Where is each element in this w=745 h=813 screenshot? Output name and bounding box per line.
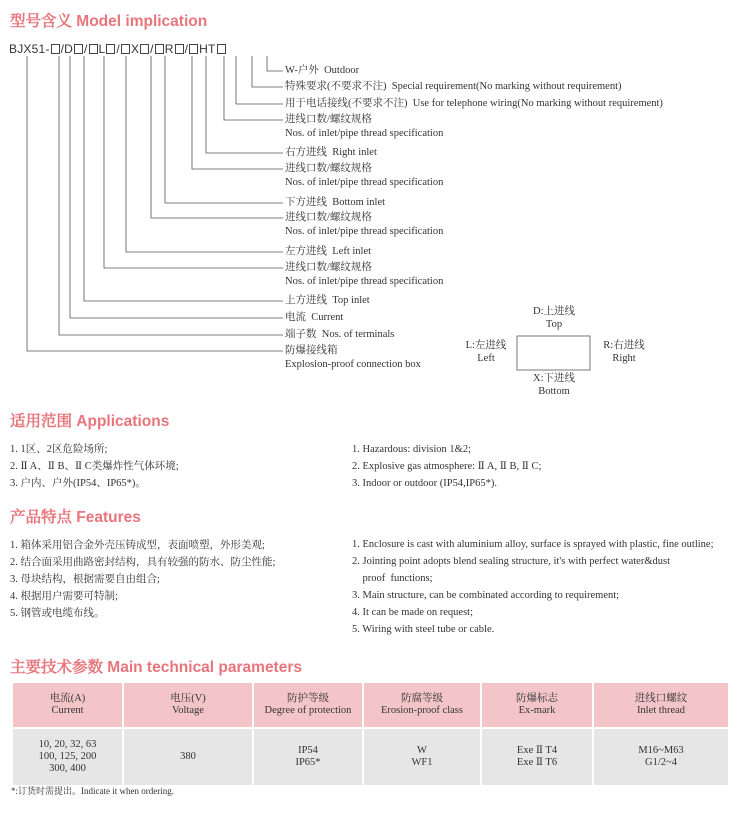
label-left-inlet: 左方进线 Left inlet — [285, 246, 372, 257]
cell-erosion: W WF1 — [363, 728, 481, 785]
list-item: 1. Enclosure is cast with aluminium alloy, surface is sprayed with plastic, fine outline; — [352, 539, 714, 550]
list-item: 4. 根据用户需要可特制; — [10, 591, 118, 602]
cell-inlet-thread: M16~M63 G1/2~4 — [593, 728, 728, 785]
header-current: 电流(A) Current — [13, 683, 123, 728]
list-item: 1. 箱体采用铝合金外壳压铸成型，表面喷塑，外形美观; — [10, 540, 265, 551]
code-letter-x: X — [130, 42, 140, 56]
list-item: 1. Hazardous: division 1&2; — [352, 444, 471, 455]
cell-exmark: Exe Ⅱ T4 Exe Ⅱ T6 — [481, 728, 593, 785]
features-zh-list — [10, 537, 275, 622]
list-item: 3. Indoor or outdoor (IP54,IP65*). — [352, 478, 497, 489]
header-protection: 防护等级 Degree of protection — [253, 683, 363, 728]
header-voltage: 电压(V) Voltage — [123, 683, 253, 728]
direction-bottom: X:下进线 Bottom — [533, 373, 575, 397]
list-item: 4. It can be made on request; — [352, 607, 473, 618]
code-letter-l: L — [98, 42, 106, 56]
label-terminals: 端子数 Nos. of terminals — [285, 329, 395, 340]
params-title: 主要技术参数 Main technical parameters — [10, 659, 302, 676]
label-inlet-spec-r: 进线口数/螺纹规格 Nos. of inlet/pipe thread specification — [285, 114, 444, 139]
code-letter-d: D — [64, 42, 73, 56]
cell-current: 10, 20, 32, 63 100, 125, 200 300, 400 — [13, 728, 123, 785]
list-item: 3. 母块结构，根据需要自由组合; — [10, 574, 160, 585]
applications-en-list — [352, 441, 541, 492]
cell-protection: IP54 IP65* — [253, 728, 363, 785]
label-inlet-spec-d: 进线口数/螺纹规格 Nos. of inlet/pipe thread specification — [285, 262, 444, 287]
direction-left: L:左进线 Left — [465, 340, 507, 364]
code-prefix: BJX51- — [9, 42, 50, 56]
list-item: 5. 钢管或电缆布线。 — [10, 608, 105, 619]
cell-voltage: 380 — [123, 728, 253, 785]
applications-zh-list — [10, 441, 179, 492]
order-note: *:订货时需提出。Indicate it when ordering. — [11, 786, 174, 796]
header-inlet-thread: 进线口螺纹 Inlet thread — [593, 683, 728, 728]
code-letter-r: R — [164, 42, 174, 56]
label-outdoor: W-户外 Outdoor — [285, 65, 360, 76]
list-item: proof functions; — [352, 573, 433, 584]
list-item: 3. Main structure, can be combinated according to requirement; — [352, 590, 620, 601]
list-item: 2. Explosive gas atmosphere: Ⅱ A, Ⅱ B, Ⅱ C; — [352, 461, 542, 472]
features-en-list — [352, 536, 714, 638]
label-right-inlet: 右方进线 Right inlet — [285, 147, 377, 158]
list-item: 2. 结合面采用曲路密封结构，具有较强的防水、防尘性能; — [10, 557, 276, 568]
list-item: 2. Ⅱ A、Ⅱ B、Ⅱ C类爆炸性气体环境; — [10, 461, 179, 472]
label-inlet-spec-l: 进线口数/螺纹规格 Nos. of inlet/pipe thread specification — [285, 212, 444, 237]
label-special: 特殊要求(不要求不注) Special requirement(No marking without requirement) — [285, 81, 622, 92]
list-item: 5. Wiring with steel tube or cable. — [352, 624, 495, 635]
direction-top: D:上进线 Top — [533, 306, 575, 330]
list-item: 2. Jointing point adopts blend sealing structure, it's with perfect water&dust — [352, 556, 670, 567]
list-item: 1. 1区、2区危险场所; — [10, 444, 108, 455]
features-title: 产品特点 Features — [10, 509, 141, 526]
table-header-row — [13, 683, 728, 728]
applications-title: 适用范围 Applications — [10, 413, 170, 430]
direction-right: R:右进线 Right — [603, 340, 645, 364]
label-current: 电流 Current — [285, 312, 344, 323]
model-code: BJX51- /D / L / X / R / HT — [9, 42, 227, 56]
label-top-inlet: 上方进线 Top inlet — [285, 295, 370, 306]
list-item: 3. 户内、户外(IP54、IP65*)。 — [10, 478, 146, 489]
label-inlet-spec-x: 进线口数/螺纹规格 Nos. of inlet/pipe thread specification — [285, 163, 444, 188]
label-connection-box: 防爆接线箱 Explosion-proof connection box — [285, 345, 421, 370]
header-exmark: 防爆标志 Ex-mark — [481, 683, 593, 728]
direction-box — [517, 336, 590, 370]
label-telephone: 用于电话接线(不要求不注) Use for telephone wiring(No marking without requirement) — [285, 98, 663, 109]
params-table — [13, 683, 728, 785]
header-erosion: 防腐等级 Erosion-proof class — [363, 683, 481, 728]
table-row — [13, 728, 728, 785]
label-bottom-inlet: 下方进线 Bottom inlet — [285, 197, 386, 208]
code-letter-ht: HT — [199, 42, 216, 56]
model-title: 型号含义 Model implication — [10, 13, 208, 30]
